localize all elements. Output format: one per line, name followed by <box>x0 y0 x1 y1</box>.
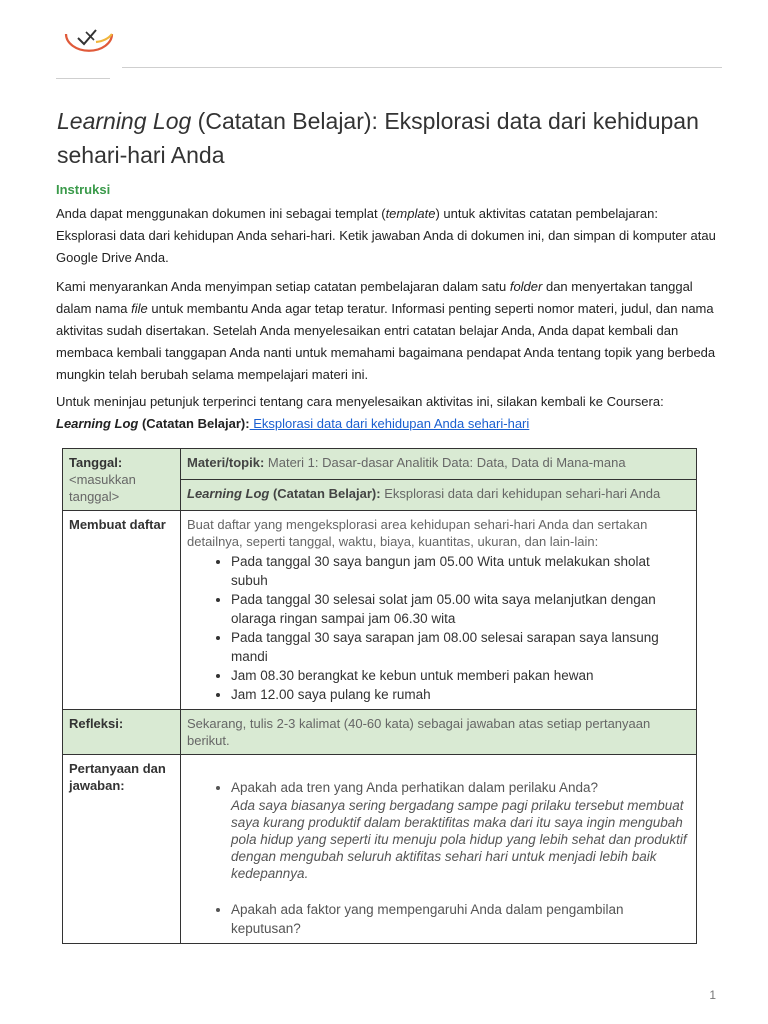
instructions-paragraph-2 <box>56 276 721 386</box>
qa-list <box>187 778 690 938</box>
instructions-paragraph-3 <box>56 391 721 435</box>
title-italic: Learning Log <box>57 108 192 134</box>
list-item: • Pada tanggal 30 saya sarapan jam 08.00 selesai sarapan saya lansung mandi <box>231 628 690 666</box>
log-title-cell <box>181 480 697 511</box>
table-row <box>63 710 697 755</box>
table-row <box>63 449 697 480</box>
log-rest: Eksplorasi data dari kehidupan sehari-hari Anda <box>380 486 661 501</box>
list-item: • Pada tanggal 30 selesai solat jam 05.00 wita saya melanjutkan dengan olaraga ringan sampai jam 06.30 wita <box>231 590 690 628</box>
topic-cell <box>181 449 697 480</box>
title-rest: (Catatan Belajar): Eksplorasi data dari kehidupan sehari-hari Anda <box>57 108 699 168</box>
list-item: • Jam 12.00 saya pulang ke rumah <box>231 685 690 704</box>
learning-log-table <box>62 448 697 944</box>
p2-text-c: untuk membantu Anda agar tetap teratur. Informasi penting seperti nomor materi, judul, dan nama aktivitas sudah disertakan. Setelah Anda menyelesaikan entri catatan belajar Anda, Anda dapat kembali dan membaca kembali tanggapan Anda nanti untuk memahami bagaimana pendapat Anda tentang topik yang berbeda mungkin telah berubah selama mempelajari materi ini. <box>56 301 716 382</box>
list-item: • Pada tanggal 30 saya bangun jam 05.00 Wita untuk melakukan sholat subuh <box>231 552 690 590</box>
list-label-cell <box>63 511 181 710</box>
p1-italic: template <box>385 206 436 221</box>
date-input[interactable]: <masukkan tanggal> <box>69 472 136 504</box>
activity-list <box>187 552 690 704</box>
table-row <box>63 755 697 944</box>
p3-bold-italic: Learning Log <box>56 416 139 431</box>
list-label: Membuat daftar <box>69 517 166 532</box>
p3-bold: (Catatan Belajar): <box>138 416 250 431</box>
reflection-label-cell <box>63 710 181 755</box>
p2-text-a: Kami menyarankan Anda menyimpan setiap catatan pembelajaran dalam satu <box>56 279 510 294</box>
reflection-cell <box>181 710 697 755</box>
question-item <box>231 900 690 938</box>
qa-cell <box>181 755 697 944</box>
instructions-heading: Instruksi <box>56 182 111 197</box>
header-divider-short <box>56 78 110 79</box>
p2-italic-2: file <box>131 301 148 316</box>
topic-label: Materi/topik: <box>187 455 265 470</box>
log-italic: Learning Log <box>187 486 270 501</box>
reflection-label: Refleksi: <box>69 716 124 731</box>
list-cell <box>181 511 697 710</box>
checkmark-logo-icon <box>62 22 116 58</box>
date-label: Tanggal: <box>69 455 123 470</box>
question-2: Apakah ada faktor yang mempengaruhi Anda dalam pengambilan keputusan? <box>231 902 624 936</box>
question-item <box>231 778 690 882</box>
page-title <box>57 104 717 172</box>
p1-text-b: ) untuk aktivitas catatan pembelajaran: Eksplorasi data dari kehidupan Anda sehari-hari. Ketik jawaban Anda di dokumen ini, dan simpan di komputer atau Google Drive Anda. <box>56 206 716 265</box>
page-number: 1 <box>709 988 716 1002</box>
list-item: • Jam 08.30 berangkat ke kebun untuk memberi pakan hewan <box>231 666 690 685</box>
p3-text-a: Untuk meninjau petunjuk terperinci tentang cara menyelesaikan aktivitas ini, silakan kembali ke Coursera: <box>56 394 664 409</box>
answer-1[interactable]: Ada saya biasanya sering bergadang sampe pagi prilaku tersebut membuat saya kurang produktif dalam beraktifitas maka dari itu saya ingin mengubah pola hidup yang seperti itu menuju pola hidup yang lebih sehat dan produktif dengan mengubah seluruh aktifitas sehari hari untuk menjadi lebih baik kedepannya. <box>231 798 687 881</box>
question-1: Apakah ada tren yang Anda perhatikan dalam perilaku Anda? <box>231 780 599 795</box>
p1-text-a: Anda dapat menggunakan dokumen ini sebagai templat ( <box>56 206 386 221</box>
date-cell <box>63 449 181 511</box>
reflection-text: Sekarang, tulis 2-3 kalimat (40-60 kata) sebagai jawaban atas setiap pertanyaan berikut. <box>187 716 651 748</box>
topic-value: Materi 1: Dasar-dasar Analitik Data: Data, Data di Mana-mana <box>264 455 626 470</box>
p2-italic-1: folder <box>509 279 543 294</box>
p2-text-b: dan menyertakan tanggal dalam nama <box>56 279 693 316</box>
qa-label: Pertanyaan dan jawaban: <box>69 761 166 793</box>
header-divider-long <box>122 67 722 68</box>
coursera-activity-link[interactable]: Eksplorasi data dari kehidupan Anda sehari-hari <box>249 416 530 431</box>
list-intro: Buat daftar yang mengeksplorasi area kehidupan sehari-hari Anda dan sertakan detailnya, seperti tanggal, waktu, biaya, kuantitas, ukuran, dan lain-lain: <box>187 517 648 549</box>
table-row <box>63 511 697 710</box>
instructions-paragraph-1 <box>56 203 721 269</box>
log-bold: (Catatan Belajar): <box>269 486 381 501</box>
qa-label-cell <box>63 755 181 944</box>
